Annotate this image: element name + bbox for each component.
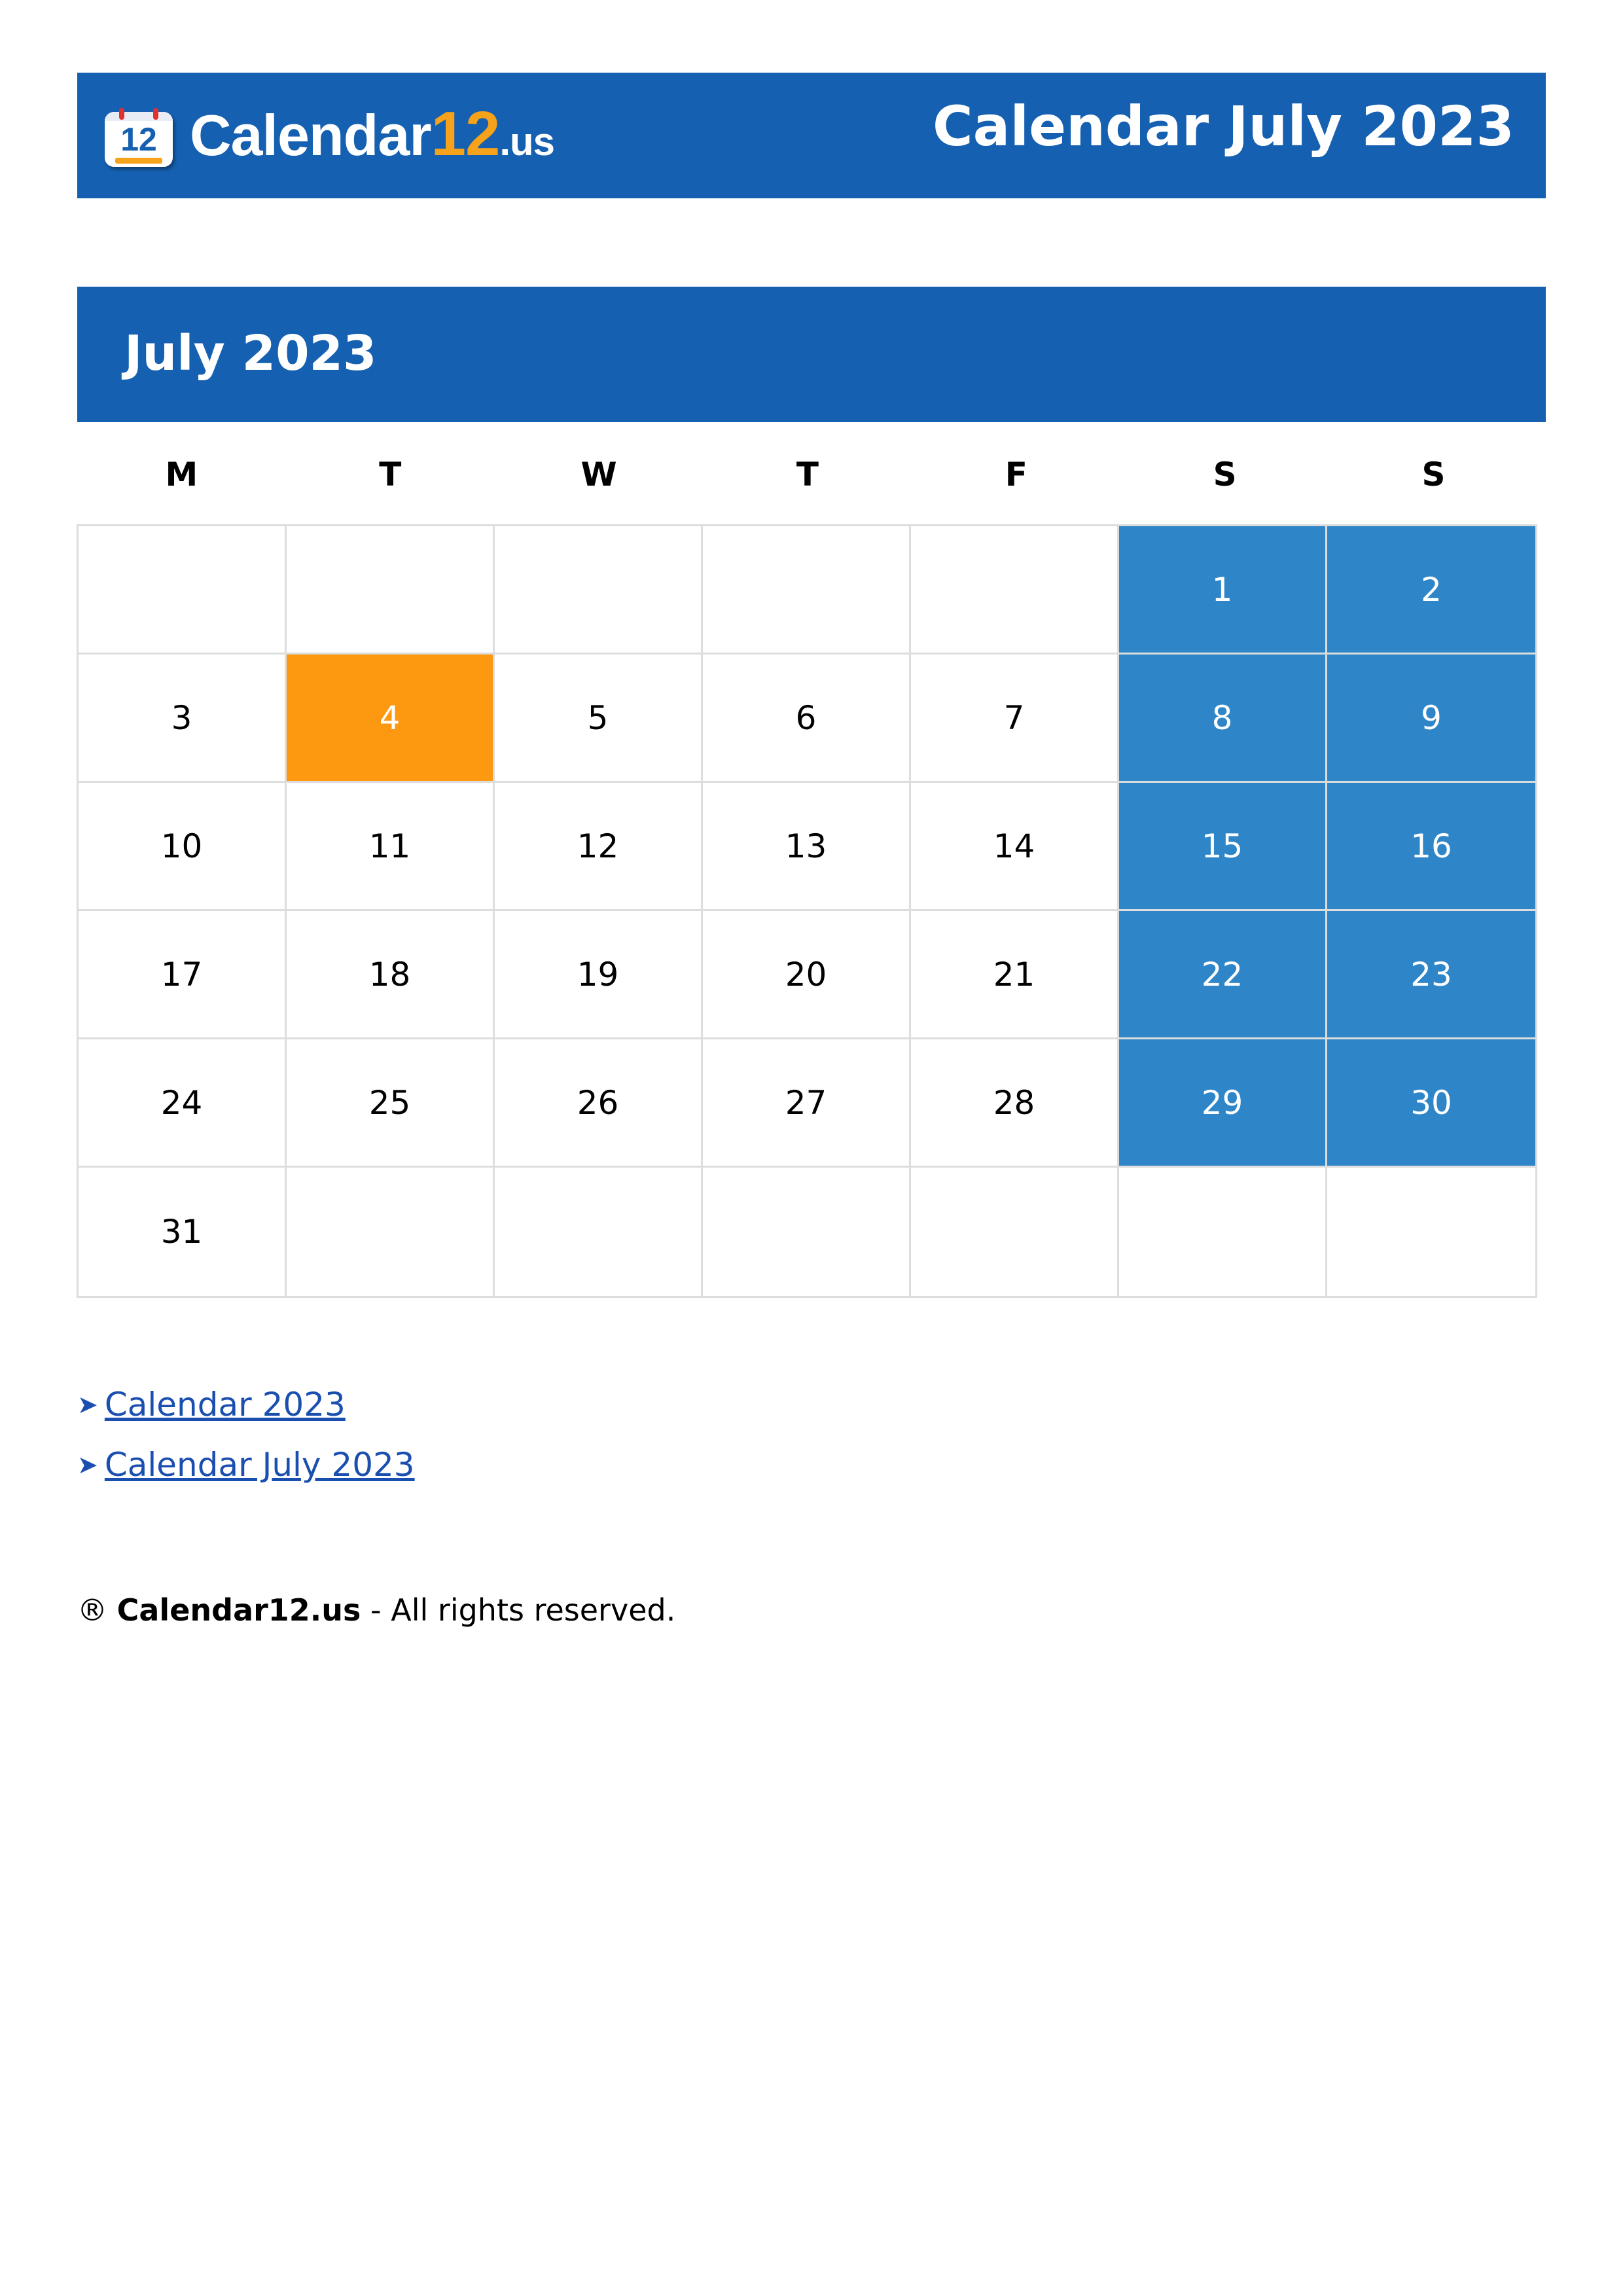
empty-day-cell	[287, 526, 495, 655]
logo-name: Calendar	[190, 103, 431, 168]
registered-symbol: ®	[77, 1592, 107, 1628]
logo-number: 12	[431, 99, 500, 169]
arrow-right-icon: ➤	[77, 1450, 98, 1479]
weekday-header: M	[165, 456, 198, 493]
day-cell[interactable]: 18	[287, 911, 495, 1039]
weekday-header: S	[1213, 456, 1237, 493]
page-title: Calendar July 2023	[932, 94, 1514, 158]
calendar-link[interactable]: Calendar July 2023	[104, 1446, 415, 1484]
link-row	[77, 1374, 415, 1435]
day-cell[interactable]: 26	[495, 1039, 703, 1168]
footer	[77, 1584, 675, 1636]
empty-day-cell	[703, 526, 911, 655]
day-cell[interactable]: 8	[1119, 655, 1327, 783]
day-cell[interactable]: 20	[703, 911, 911, 1039]
weekday-header: T	[379, 456, 402, 493]
page-header	[77, 73, 1546, 198]
day-cell[interactable]: 2	[1327, 526, 1535, 655]
weekday-header: F	[1005, 456, 1027, 493]
day-cell[interactable]: 24	[79, 1039, 287, 1168]
empty-day-cell	[287, 1168, 495, 1296]
day-cell[interactable]: 30	[1327, 1039, 1535, 1168]
day-cell[interactable]: 1	[1119, 526, 1327, 655]
day-cell[interactable]: 7	[911, 655, 1119, 783]
day-cell[interactable]: 31	[79, 1168, 287, 1296]
site-logo[interactable]	[105, 99, 555, 171]
day-cell[interactable]: 19	[495, 911, 703, 1039]
month-header	[77, 287, 1546, 422]
related-links	[77, 1374, 415, 1495]
footer-text: - All rights reserved.	[361, 1592, 676, 1628]
day-cell[interactable]: 27	[703, 1039, 911, 1168]
day-cell[interactable]: 29	[1119, 1039, 1327, 1168]
empty-day-cell	[495, 1168, 703, 1296]
empty-day-cell	[911, 526, 1119, 655]
empty-day-cell	[703, 1168, 911, 1296]
footer-brand: Calendar12.us	[116, 1592, 361, 1628]
day-cell[interactable]: 25	[287, 1039, 495, 1168]
day-cell[interactable]: 17	[79, 911, 287, 1039]
day-cell[interactable]: 5	[495, 655, 703, 783]
calendar-grid	[77, 524, 1537, 1298]
day-cell[interactable]: 4	[287, 655, 495, 783]
calendar-link[interactable]: Calendar 2023	[104, 1386, 346, 1424]
link-row	[77, 1435, 415, 1495]
logo-suffix: .us	[499, 120, 555, 164]
day-cell[interactable]: 6	[703, 655, 911, 783]
day-cell[interactable]: 21	[911, 911, 1119, 1039]
day-cell[interactable]: 16	[1327, 783, 1535, 911]
day-cell[interactable]: 28	[911, 1039, 1119, 1168]
logo-icon-number: 12	[120, 121, 157, 158]
weekday-header: T	[796, 456, 819, 493]
empty-day-cell	[911, 1168, 1119, 1296]
empty-day-cell	[495, 526, 703, 655]
day-cell[interactable]: 11	[287, 783, 495, 911]
empty-day-cell	[1119, 1168, 1327, 1296]
weekday-header-row	[77, 445, 1538, 504]
day-cell[interactable]: 14	[911, 783, 1119, 911]
empty-day-cell	[79, 526, 287, 655]
day-cell[interactable]: 22	[1119, 911, 1327, 1039]
day-cell[interactable]: 13	[703, 783, 911, 911]
weekday-header: W	[580, 456, 617, 493]
day-cell[interactable]: 10	[79, 783, 287, 911]
arrow-right-icon: ➤	[77, 1390, 98, 1419]
day-cell[interactable]: 15	[1119, 783, 1327, 911]
weekday-header: S	[1421, 456, 1446, 493]
calendar-icon	[105, 108, 173, 168]
day-cell[interactable]: 12	[495, 783, 703, 911]
month-title: July 2023	[124, 325, 377, 382]
logo-wordmark	[190, 101, 554, 175]
empty-day-cell	[1327, 1168, 1535, 1296]
day-cell[interactable]: 3	[79, 655, 287, 783]
day-cell[interactable]: 9	[1327, 655, 1535, 783]
day-cell[interactable]: 23	[1327, 911, 1535, 1039]
